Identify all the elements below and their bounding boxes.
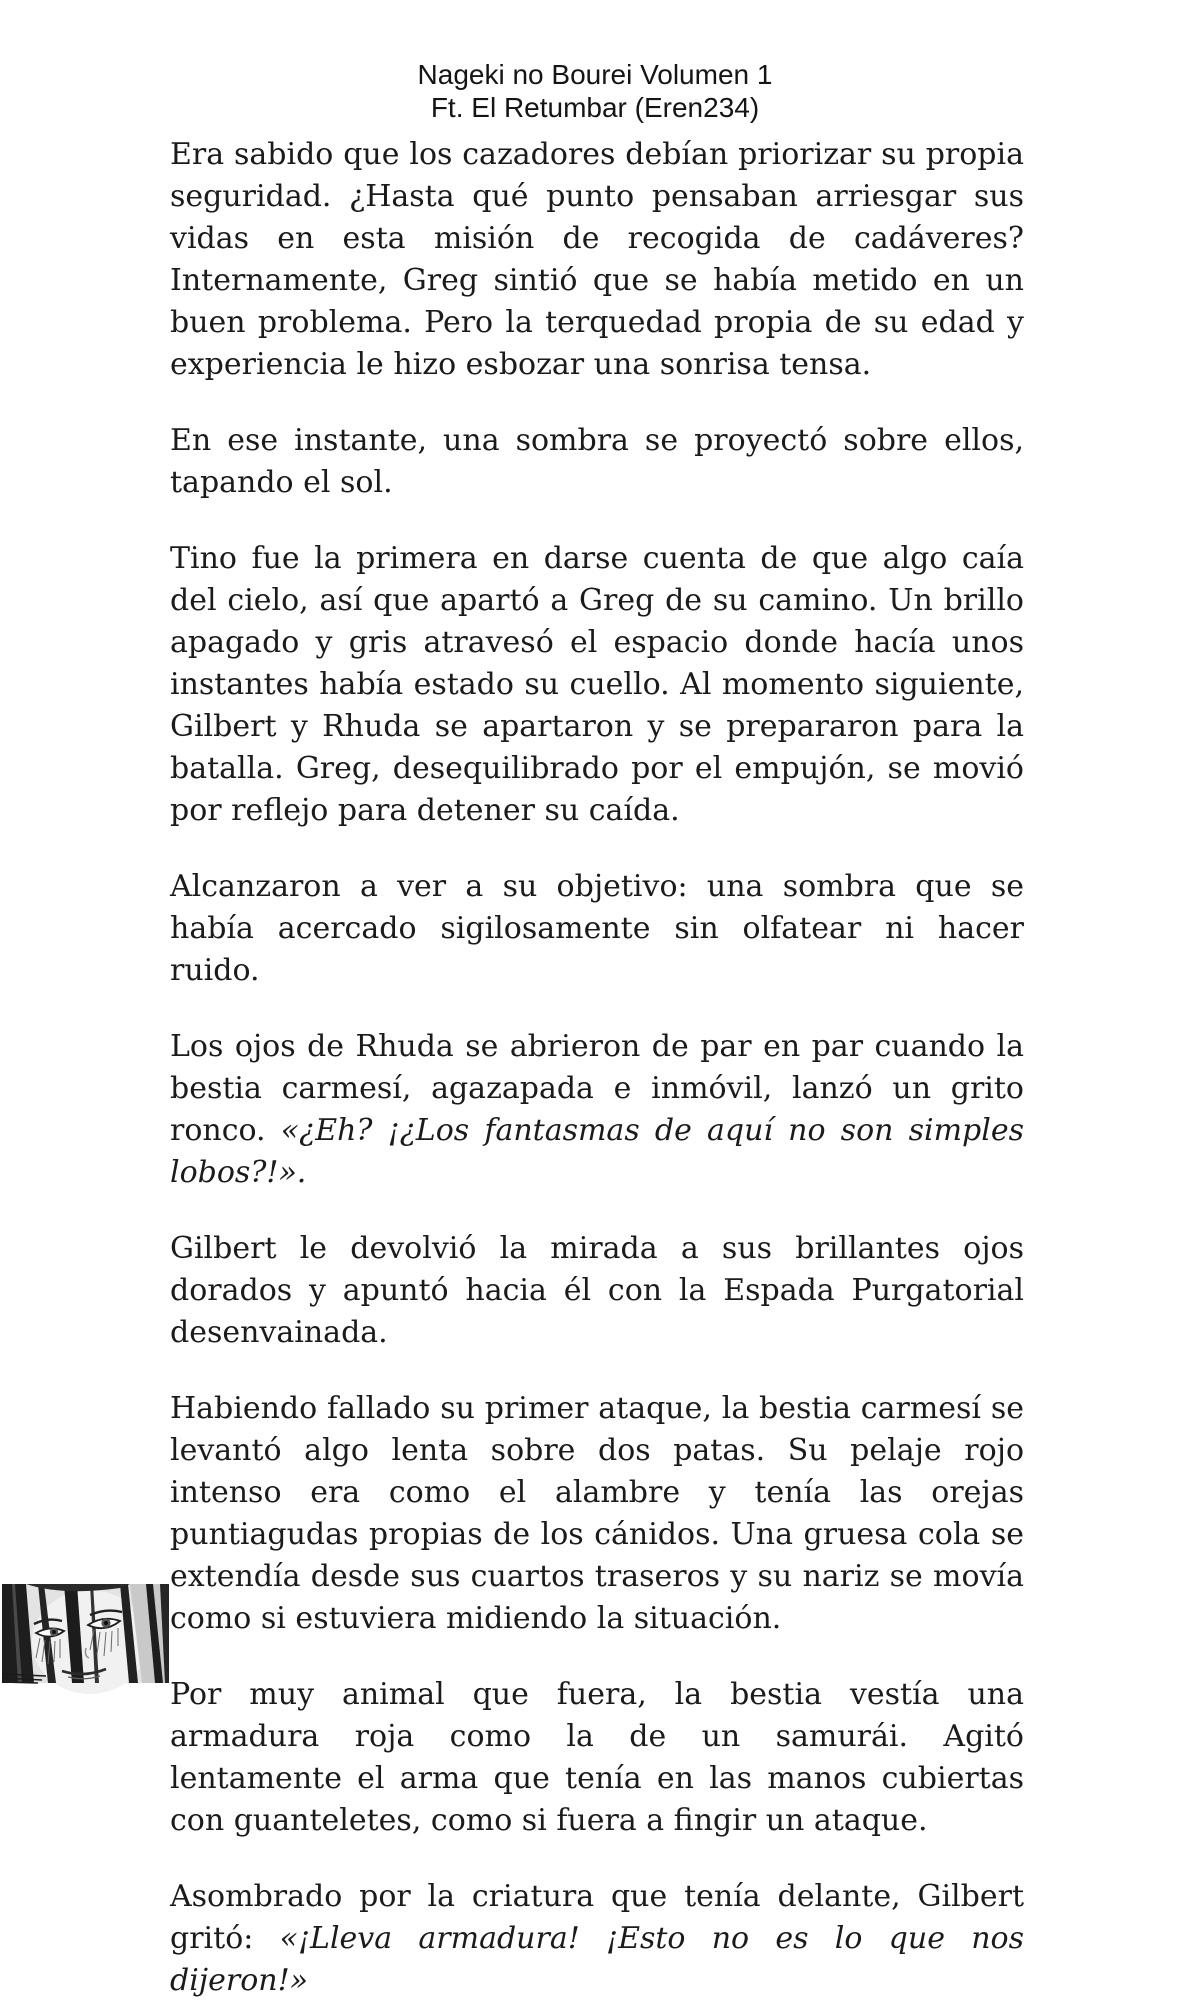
page-title: Nageki no Bourei Volumen 1 — [417, 59, 773, 90]
narrative-text: Habiendo fallado su primer ataque, la bestia carmesí se levantó algo lenta sobre dos patas. Su pelaje rojo intenso era como el alambre y tenía las orejas puntiagudas propias de los cánidos. Una gruesa cola se extendía desde sus cuartos traseros y su nariz se movía como si estuviera midiendo la situación. — [170, 1391, 1024, 1636]
narrative-text: Tino fue la primera en darse cuenta de que algo caía del cielo, así que apartó a Greg de su camino. Un brillo apagado y gris atravesó el espacio donde hacía unos instantes había estado su cuello. Al momento siguiente, Gilbert y Rhuda se apartaron y se prepararon para la batalla. Greg, desequilibrado por el empujón, se movió por reflejo para detener su caída. — [170, 541, 1024, 828]
narrative-text: En ese instante, una sombra se proyectó sobre ellos, tapando el sol. — [170, 423, 1024, 500]
narrative-text: Gilbert le devolvió la mirada a sus brillantes ojos dorados y apuntó hacia él con la Espada Purgatorial desenvainada. — [170, 1231, 1024, 1350]
paragraph — [170, 420, 1024, 504]
narrative-text: Asombrado por la criatura que tenía delante, Gilbert gritó: — [170, 1879, 1024, 1956]
paragraph — [170, 1026, 1024, 1194]
narrative-text: Por muy animal que fuera, la bestia vestía una armadura roja como la de un samurái. Agitó lentamente el arma que tenía en las manos cubiertas con guanteletes, como si fuera a fingir un ataque. — [170, 1677, 1024, 1838]
quoted-dialogue: «¡Lleva armadura! ¡Esto no es lo que nos dijeron!» — [170, 1921, 1024, 1998]
narrative-text: Era sabido que los cazadores debían priorizar su propia seguridad. ¿Hasta qué punto pensaban arriesgar sus vidas en esta misión de recogida de cadáveres? Internamente, Greg sintió que se había metido en un buen problema. Pero la terquedad propia de su edad y experiencia le hizo esbozar una sonrisa tensa. — [170, 137, 1024, 382]
document-header — [0, 0, 1190, 124]
paragraph — [170, 1228, 1024, 1354]
body-text — [170, 134, 1024, 2002]
paragraph — [170, 866, 1024, 992]
manga-face-drawing — [2, 1584, 169, 1683]
quoted-dialogue: «¿Eh? ¡¿Los fantasmas de aquí no son simples lobos?!». — [170, 1113, 1025, 1190]
narrative-text: Los ojos de Rhuda se abrieron de par en par cuando la bestia carmesí, agazapada e inmóvil, lanzó un grito ronco. — [170, 1029, 1024, 1148]
paragraph — [170, 1674, 1024, 1842]
paragraph — [170, 134, 1024, 386]
paragraph — [170, 1876, 1024, 2002]
narrative-text: Alcanzaron a ver a su objetivo: una sombra que se había acercado sigilosamente sin olfatear ni hacer ruido. — [170, 869, 1024, 988]
manga-face-image — [2, 1584, 169, 1683]
paragraph — [170, 538, 1024, 832]
paragraph — [170, 1388, 1024, 1640]
page-subtitle: Ft. El Retumbar (Eren234) — [430, 92, 760, 123]
